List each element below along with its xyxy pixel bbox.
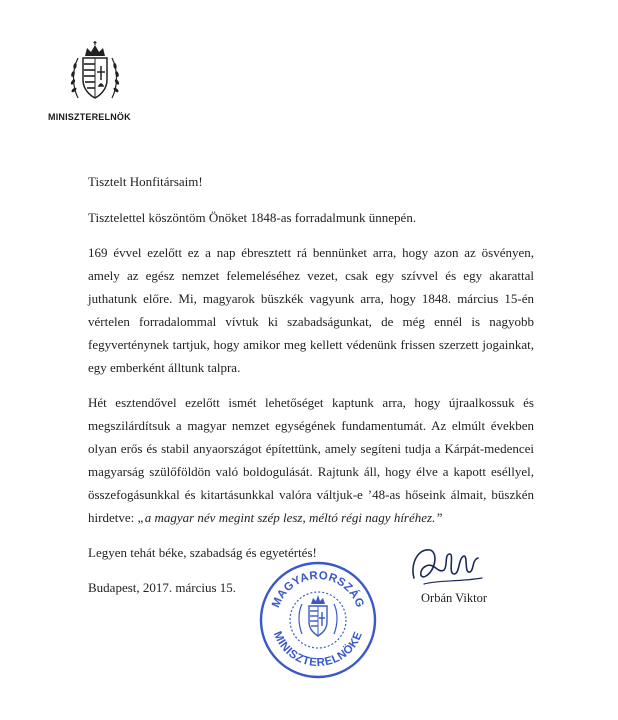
salutation: Tisztelt Honfitársaim! [88, 174, 203, 189]
paragraph: Tisztelettel köszöntöm Önöket 1848-as forradalmunk ünnepén. [88, 210, 417, 225]
paragraph-with-quote [88, 391, 534, 529]
coat-of-arms-icon [68, 38, 122, 106]
closing: Legyen tehát béke, szabadság és egyetértés! [88, 545, 317, 560]
paragraph: 169 évvel ezelőtt ez a nap ébresztett rá bennünket arra, hogy azon az ösvényen, amely az egész nemzet felemeléséhez vezet, csak egy szívvel és egy akarattal juthatunk előre. Mi, magyarok büszkék vagyunk arra, hogy 1848. március 15-én vértelen forradalommal vívtuk ki szabadságunkat, de még ennél is nagyobb fegyverténynek tartjuk, hogy amikor meg kellett védenünk frissen szerzett jogainkat, egy emberként álltunk talpra. [88, 245, 534, 375]
office-name: MINISZTERELNÖK [48, 112, 131, 122]
letter-body [88, 170, 534, 599]
stamp-top-text: MAGYARORSZÁG [270, 569, 366, 610]
paragraph: Hét esztendővel ezelőtt ismét lehetőséget kaptunk arra, hogy újraalkossuk és megszilárdítsuk a magyar nemzet egységének fundamentumát. Az elmúlt években olyan erős és stabil anyaországot építettünk, amely segíteni tudja a Kárpát-medencei magyarság szülőföldön való boldogulását. Rajtunk áll, hogy élve a kapott eséllyel, összefogásunkkal és kitartásunkkal valóra váltjuk-e ’48-as hőseink álmait, büszkén hirdetve: [88, 395, 534, 525]
quote: „a magyar név megint szép lesz, méltó régi nagy híréhez.” [137, 510, 443, 525]
date-line: Budapest, 2017. március 15. [88, 580, 237, 595]
stamp-bottom-text: MINISZTERELNÖKE [270, 629, 366, 670]
stamp-crest-icon [299, 595, 337, 636]
official-stamp [258, 560, 378, 680]
signer-name: Orbán Viktor [421, 591, 488, 605]
handwritten-signature [408, 540, 488, 594]
